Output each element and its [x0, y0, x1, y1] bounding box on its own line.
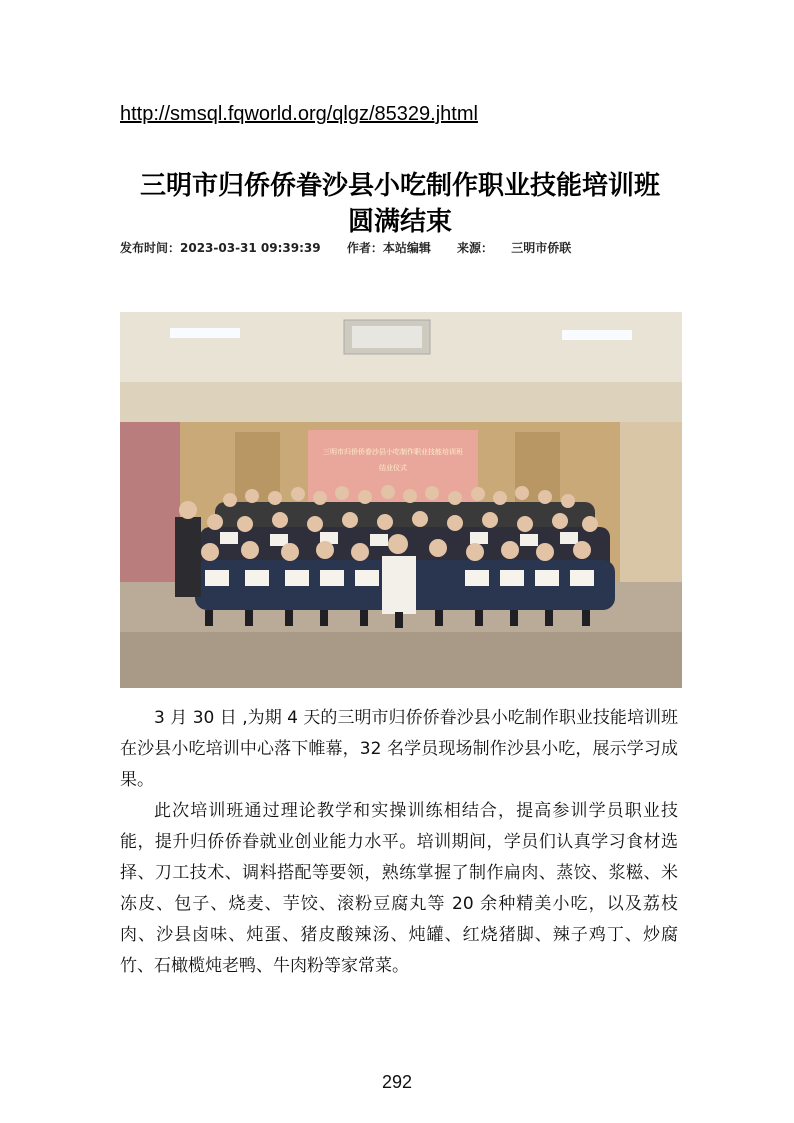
source-label: 来源：	[457, 241, 494, 255]
article-title	[100, 168, 700, 240]
page-number: 292	[381, 1072, 413, 1092]
source-value: 三明市侨联	[511, 241, 572, 255]
title-line-1: 三明市归侨侨眷沙县小吃制作职业技能培训班	[139, 171, 660, 201]
paragraph-1: 3 月 30 日 ,为期 4 天的三明市归侨侨眷沙县小吃制作职业技能培训班在沙县小吃培训中心落下帷幕，32 名学员现场制作沙县小吃，展示学习成果。	[120, 708, 678, 790]
article-meta	[120, 239, 593, 256]
source-url[interactable]: http://smsql.fqworld.org/qlgz/85329.jhtml	[120, 103, 478, 125]
banner-line-2: 结业仪式	[379, 464, 407, 472]
article-body	[120, 703, 678, 982]
publish-time: 发布时间：2023-03-31 09:39:39	[120, 241, 321, 255]
title-line-2: 圆满结束	[347, 207, 452, 237]
paragraph-2: 此次培训班通过理论教学和实操训练相结合，提高参训学员职业技能，提升归侨侨眷就业创业能力水平。培训期间，学员们认真学习食材选择、刀工技术、调料搭配等要领，熟练掌握了制作扁肉、蒸饺、浆糍、米冻皮、包子、烧麦、芋饺、滚粉豆腐丸等 20 余种精美小吃，以及荔枝肉、沙县卤味、炖蛋、猪皮酸辣汤、炖罐、红烧猪脚、辣子鸡丁、炒腐竹、石橄榄炖老鸭、牛肉粉等家常菜。	[120, 801, 678, 976]
banner-line-1: 三明市归侨侨眷沙县小吃制作职业技能培训班	[323, 448, 463, 456]
author: 作者：本站编辑	[346, 241, 431, 255]
group-photo	[120, 312, 682, 688]
